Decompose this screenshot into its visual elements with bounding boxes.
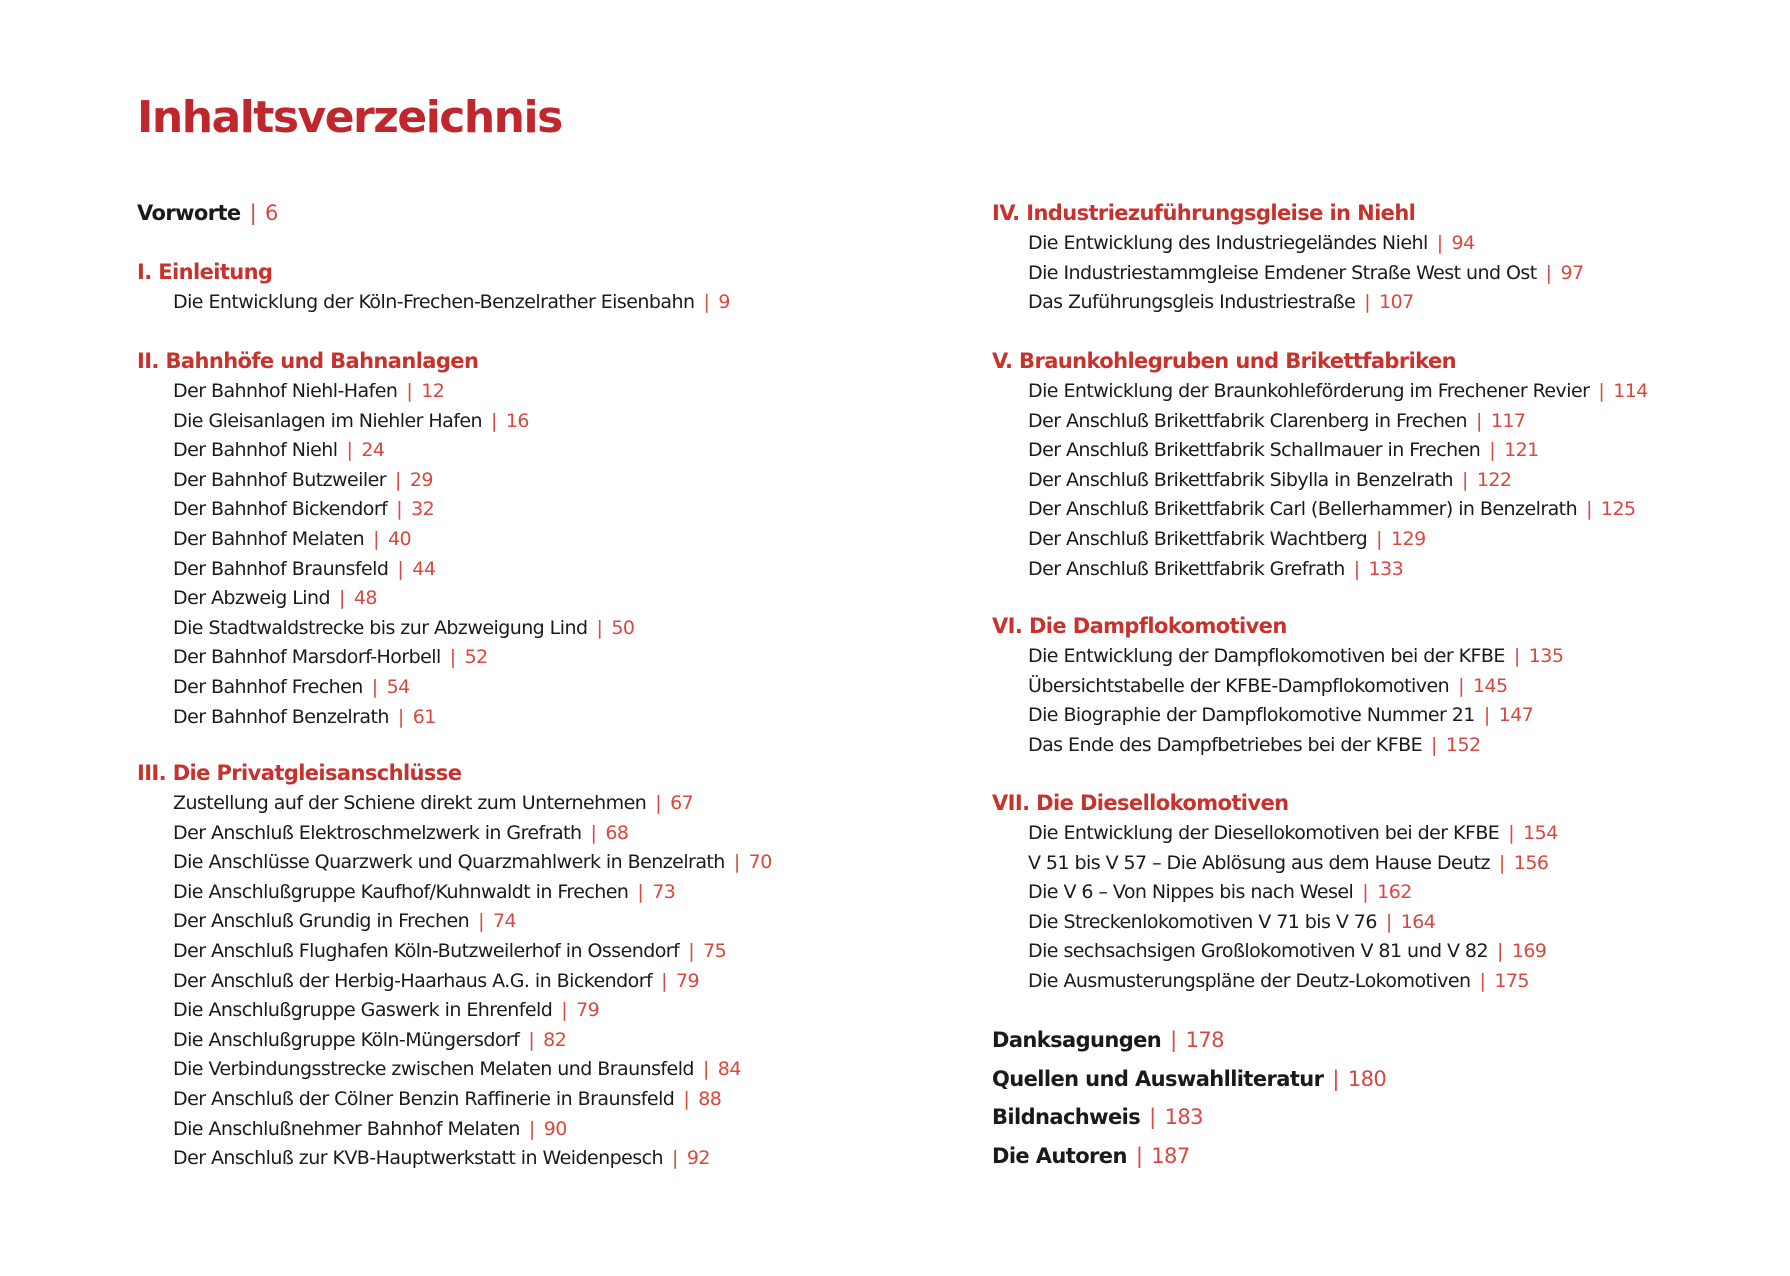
toc-entry-label: Die Ausmusterungspläne der Deutz-Lokomotiven [1028, 970, 1471, 992]
separator: | [1513, 645, 1520, 667]
section-heading-2[interactable]: II. Bahnhöfe und Bahnanlagen [137, 349, 479, 373]
separator: | [528, 1028, 535, 1051]
toc-entry-label: Die Anschlußgruppe Kaufhof/Kuhnwaldt in Frechen [173, 880, 629, 903]
toc-entry[interactable] [173, 287, 730, 317]
separator: | [733, 851, 740, 874]
toc-entry[interactable] [173, 583, 377, 613]
page-number: 74 [493, 910, 517, 933]
toc-entry[interactable] [173, 995, 599, 1025]
page-number: 50 [611, 616, 635, 639]
page-number: 68 [605, 821, 629, 844]
toc-entry[interactable] [1028, 700, 1533, 730]
toc-entry[interactable] [173, 642, 488, 672]
page-number: 88 [698, 1088, 722, 1110]
toc-entry[interactable] [173, 1114, 567, 1144]
toc-item-vorworte[interactable] [137, 198, 278, 228]
separator: | [655, 792, 662, 814]
separator: | [1332, 1067, 1339, 1091]
separator: | [528, 1117, 535, 1140]
toc-entry[interactable] [173, 1054, 741, 1084]
toc-entry[interactable] [1028, 877, 1412, 907]
separator: | [661, 969, 667, 992]
toc-entry-label: Die Verbindungsstrecke zwischen Melaten und Braunsfeld [173, 1058, 694, 1081]
toc-entry[interactable] [1028, 554, 1403, 584]
separator: | [338, 587, 345, 610]
toc-entry[interactable] [1028, 258, 1584, 288]
page-number: 107 [1379, 291, 1414, 314]
toc-entry-label: Die Anschlüsse Quarzwerk und Quarzmahlwerk in Benzelrath [173, 851, 725, 874]
page-number: 187 [1151, 1144, 1190, 1168]
section-heading-3[interactable]: III. Die Privatgleisanschlüsse [137, 761, 462, 785]
page-number: 169 [1511, 940, 1547, 963]
toc-entry[interactable] [173, 906, 516, 936]
page-number: 84 [717, 1058, 741, 1081]
separator: | [1170, 1028, 1177, 1052]
toc-entry[interactable] [1028, 641, 1563, 671]
page-number: 121 [1504, 439, 1539, 462]
toc-entry-label: Die sechsachsigen Großlokomotiven V 81 und V 82 [1028, 940, 1488, 963]
toc-entry-label: Die Biographie der Dampflokomotive Nummer 21 [1028, 704, 1475, 727]
page-number: 12 [421, 380, 445, 402]
page-number: 61 [412, 705, 436, 728]
toc-entry[interactable] [1028, 524, 1426, 554]
toc-entry-label: Der Abzweig Lind [173, 587, 330, 610]
separator: | [1462, 468, 1468, 491]
toc-entry[interactable] [1028, 287, 1414, 317]
toc-entry-label: Die Entwicklung der Dampflokomotiven bei der KFBE [1028, 645, 1505, 667]
page-number: 180 [1347, 1067, 1387, 1091]
separator: | [1586, 498, 1592, 521]
toc-entry[interactable] [173, 847, 772, 877]
page-number: 29 [409, 468, 433, 491]
toc-entry[interactable] [173, 702, 436, 732]
page-number: 145 [1472, 674, 1508, 697]
toc-item-label: Quellen und Auswahlliteratur [992, 1067, 1324, 1091]
toc-entry[interactable] [1028, 406, 1525, 436]
toc-entry[interactable] [1028, 435, 1539, 465]
toc-entry-label: Die Anschlußgruppe Köln-Müngersdorf [173, 1028, 520, 1051]
toc-entry[interactable] [173, 465, 433, 495]
separator: | [1508, 822, 1515, 844]
toc-entry-label: Der Anschluß zur KVB-Hauptwerkstatt in Weidenpesch [173, 1147, 664, 1170]
toc-entry[interactable] [173, 1025, 566, 1055]
separator: | [1545, 261, 1552, 284]
toc-entry-label: Der Anschluß Brikettfabrik Sibylla in Benzelrath [1028, 468, 1453, 491]
separator: | [590, 821, 597, 844]
toc-entry[interactable] [173, 672, 410, 702]
section-heading-4[interactable]: IV. Industriezuführungsgleise in Niehl [992, 201, 1416, 225]
page-number: 156 [1513, 851, 1549, 874]
page-number: 79 [675, 969, 700, 992]
toc-entry-label: Zustellung auf der Schiene direkt zum Unternehmen [173, 792, 647, 814]
toc-entry-label: Der Bahnhof Niehl [173, 439, 338, 462]
toc-entry[interactable] [173, 406, 529, 436]
page-number: 75 [703, 940, 727, 962]
separator: | [249, 201, 257, 225]
toc-entry[interactable] [173, 818, 628, 848]
separator: | [1479, 970, 1486, 992]
page-number: 133 [1368, 557, 1404, 580]
page-number: 48 [353, 587, 377, 610]
toc-entry-label: Die Anschlußgruppe Gaswerk in Ehrenfeld [173, 999, 553, 1022]
toc-entry[interactable] [1028, 376, 1648, 406]
toc-entry[interactable] [1028, 465, 1511, 495]
separator: | [373, 528, 379, 550]
toc-entry-label: Der Bahnhof Butzweiler [173, 468, 387, 491]
page-number: 162 [1377, 881, 1412, 904]
toc-entry-label: Die Gleisanlagen im Niehler Hafen [173, 409, 483, 432]
toc-entry-label: Der Bahnhof Bickendorf [173, 498, 388, 521]
page-number: 125 [1600, 498, 1636, 521]
separator: | [1436, 232, 1443, 254]
separator: | [672, 1147, 678, 1170]
page-number: 44 [412, 557, 436, 580]
toc-entry-label: Der Anschluß Brikettfabrik Schallmauer in Frechen [1028, 439, 1481, 462]
toc-entry-label: Die Industriestammgleise Emdener Straße West und Ost [1028, 261, 1537, 284]
separator: | [397, 705, 404, 728]
separator: | [1458, 674, 1464, 697]
toc-entry-label: Der Anschluß Elektroschmelzwerk in Grefrath [173, 821, 582, 844]
separator: | [1475, 409, 1482, 432]
separator: | [1497, 940, 1503, 963]
toc-entry[interactable] [1028, 730, 1481, 760]
page-number: 52 [464, 646, 488, 669]
toc-entry-label: Der Bahnhof Niehl-Hafen [173, 380, 398, 402]
separator: | [702, 1058, 709, 1081]
separator: | [406, 380, 413, 402]
page-number: 70 [748, 851, 772, 874]
separator: | [395, 468, 401, 491]
page-number: 129 [1391, 528, 1426, 550]
toc-entry[interactable] [173, 613, 634, 643]
toc-appendix-item[interactable] [992, 1141, 1190, 1171]
toc-entry[interactable] [1028, 228, 1475, 258]
section-heading-1[interactable]: I. Einleitung [137, 260, 273, 284]
separator: | [703, 291, 710, 313]
page-number: 135 [1528, 645, 1564, 667]
separator: | [561, 999, 568, 1022]
page-number: 54 [386, 676, 410, 698]
toc-entry-label: Die Streckenlokomotiven V 71 bis V 76 [1028, 910, 1377, 933]
toc-appendix-item[interactable] [992, 1025, 1224, 1055]
page-number: 40 [387, 528, 412, 550]
page-number: 82 [543, 1028, 567, 1051]
page-number: 94 [1451, 232, 1475, 254]
toc-entry-label: Der Bahnhof Benzelrath [173, 705, 389, 728]
separator: | [449, 646, 456, 669]
toc-entry[interactable] [173, 936, 726, 966]
toc-entry-label: Der Anschluß der Herbig-Haarhaus A.G. in Bickendorf [173, 969, 653, 992]
separator: | [371, 676, 378, 698]
toc-entry-label: Die Entwicklung der Braunkohleförderung im Frechener Revier [1028, 380, 1590, 402]
separator: | [1483, 704, 1490, 727]
toc-entry-label: Der Anschluß Brikettfabrik Grefrath [1028, 557, 1345, 580]
separator: | [346, 439, 353, 462]
page-number: 97 [1560, 261, 1584, 284]
separator: | [1489, 439, 1496, 462]
toc-entry-label: V 51 bis V 57 – Die Ablösung aus dem Hause Deutz [1028, 851, 1490, 874]
page-number: 183 [1164, 1105, 1203, 1129]
page-number: 73 [652, 880, 676, 903]
toc-entry[interactable] [173, 494, 434, 524]
toc-appendix-item[interactable] [992, 1102, 1203, 1132]
toc-entry-label: Der Bahnhof Braunsfeld [173, 557, 389, 580]
page-number: 90 [543, 1117, 567, 1140]
toc-entry[interactable] [1028, 671, 1508, 701]
toc-entry-label: Die Stadtwaldstrecke bis zur Abzweigung Lind [173, 616, 588, 639]
separator: | [1498, 851, 1505, 874]
toc-entry[interactable] [1028, 494, 1636, 524]
separator: | [1149, 1105, 1156, 1129]
separator: | [396, 498, 403, 521]
toc-entry-label: Der Anschluß Grundig in Frechen [173, 910, 470, 933]
toc-entry[interactable] [173, 966, 699, 996]
toc-entry-label: Der Anschluß Brikettfabrik Carl (Bellerhammer) in Benzelrath [1028, 498, 1578, 521]
separator: | [1431, 733, 1437, 756]
page-number: 175 [1494, 970, 1529, 992]
separator: | [1376, 528, 1382, 550]
page-number: 67 [670, 792, 694, 814]
page-number: 164 [1400, 910, 1436, 933]
toc-entry-label: Der Bahnhof Melaten [173, 528, 365, 550]
toc-entry[interactable] [1028, 936, 1546, 966]
toc-entry-label: Der Anschluß der Cölner Benzin Raffinerie in Braunsfeld [173, 1088, 675, 1110]
page-number: 9 [718, 291, 730, 313]
toc-entry[interactable] [173, 524, 411, 554]
page-number: 6 [265, 201, 278, 225]
page-number: 122 [1476, 468, 1512, 491]
page-number: 114 [1613, 380, 1648, 402]
toc-item-label: Die Autoren [992, 1144, 1127, 1168]
toc-item-label: Danksagungen [992, 1028, 1162, 1052]
separator: | [397, 557, 404, 580]
section-heading-6[interactable]: VI. Die Dampflokomotiven [992, 614, 1287, 638]
toc-entry[interactable] [173, 877, 675, 907]
toc-entry[interactable] [173, 788, 693, 818]
toc-entry[interactable] [173, 376, 444, 406]
page-number: 32 [411, 498, 435, 521]
separator: | [688, 940, 695, 962]
page-number: 147 [1498, 704, 1534, 727]
page-number: 24 [361, 439, 385, 462]
toc-entry[interactable] [173, 1143, 710, 1173]
toc-entry-label: Das Ende des Dampfbetriebes bei der KFBE [1028, 733, 1423, 756]
toc-entry[interactable] [1028, 848, 1548, 878]
toc-item-label: Vorworte [137, 201, 241, 225]
page-number: 152 [1445, 733, 1481, 756]
toc-entry-label: Die Entwicklung des Industriegeländes Niehl [1028, 232, 1428, 254]
toc-entry-label: Die V 6 – Von Nippes bis nach Wesel [1028, 881, 1354, 904]
separator: | [637, 880, 644, 903]
toc-entry-label: Der Bahnhof Frechen [173, 676, 363, 698]
toc-entry[interactable] [1028, 818, 1558, 848]
toc-entry[interactable] [173, 554, 435, 584]
page-number: 79 [576, 999, 600, 1022]
toc-entry-label: Die Entwicklung der Diesellokomotiven bei der KFBE [1028, 822, 1500, 844]
toc-item-label: Bildnachweis [992, 1105, 1141, 1129]
toc-entry-label: Die Entwicklung der Köln-Frechen-Benzelrather Eisenbahn [173, 291, 695, 313]
separator: | [1598, 380, 1605, 402]
toc-entry-label: Das Zuführungsgleis Industriestraße [1028, 291, 1356, 314]
page-number: 178 [1185, 1028, 1224, 1052]
separator: | [596, 616, 603, 639]
separator: | [491, 409, 497, 432]
separator: | [478, 910, 485, 933]
toc-entry-label: Übersichtstabelle der KFBE-Dampflokomotiven [1028, 674, 1450, 697]
toc-entry-label: Die Anschlußnehmer Bahnhof Melaten [173, 1117, 520, 1140]
page-number: 92 [686, 1147, 710, 1170]
separator: | [1362, 881, 1369, 904]
separator: | [1364, 291, 1371, 314]
separator: | [1135, 1144, 1143, 1168]
section-heading-5[interactable]: V. Braunkohlegruben und Brikettfabriken [992, 349, 1456, 373]
page-title: Inhaltsverzeichnis [137, 92, 562, 143]
section-heading-7[interactable]: VII. Die Diesellokomotiven [992, 791, 1289, 815]
toc-entry[interactable] [1028, 907, 1435, 937]
page-number: 16 [505, 409, 529, 432]
toc-entry-label: Der Anschluß Brikettfabrik Clarenberg in Frechen [1028, 409, 1467, 432]
separator: | [1385, 910, 1392, 933]
page-number: 117 [1490, 409, 1526, 432]
separator: | [1353, 557, 1360, 580]
toc-appendix-item[interactable] [992, 1064, 1386, 1094]
separator: | [683, 1088, 690, 1110]
toc-entry-label: Der Bahnhof Marsdorf-Horbell [173, 646, 441, 669]
toc-entry-label: Der Anschluß Brikettfabrik Wachtberg [1028, 528, 1368, 550]
toc-entry[interactable] [173, 1084, 721, 1114]
toc-entry[interactable] [1028, 966, 1529, 996]
toc-entry-label: Der Anschluß Flughafen Köln-Butzweilerhof in Ossendorf [173, 940, 680, 962]
toc-entry[interactable] [173, 435, 384, 465]
page-number: 154 [1523, 822, 1558, 844]
